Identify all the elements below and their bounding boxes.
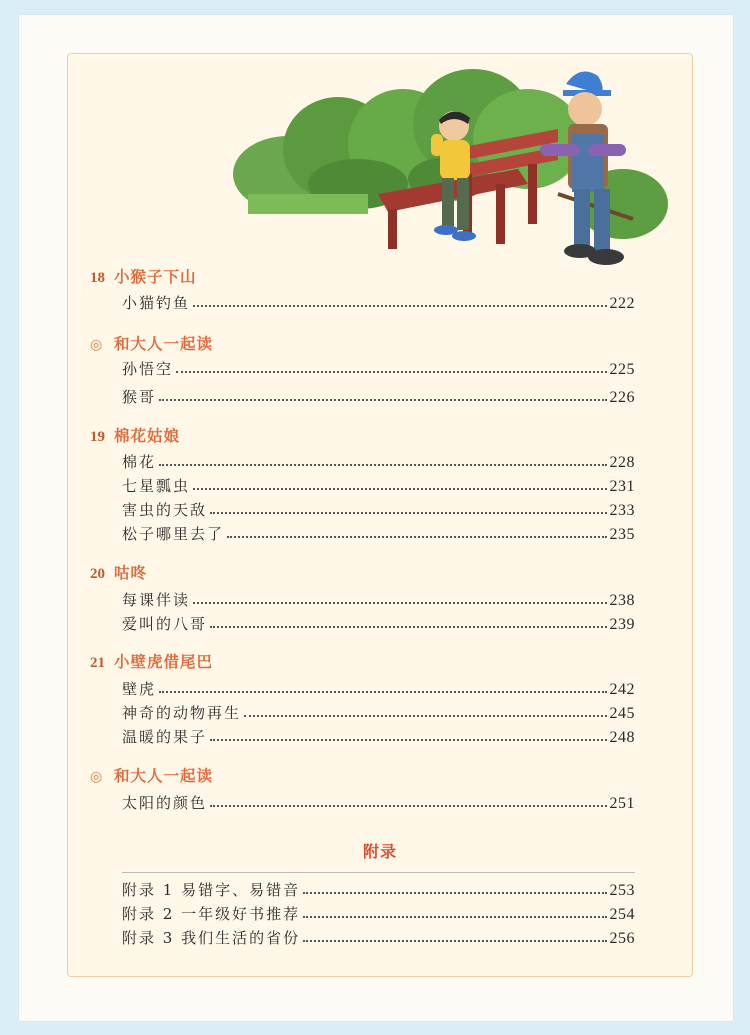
entry-page: 248 — [609, 729, 635, 746]
appendix-heading[interactable]: 附录 — [362, 842, 397, 861]
section-number: 20 — [90, 566, 105, 582]
appendix-entry[interactable] — [122, 902, 635, 924]
section-number: 19 — [90, 429, 105, 445]
section-title: 小猴子下山 — [114, 268, 197, 286]
section-heading[interactable] — [90, 332, 213, 356]
appendix-entry[interactable] — [122, 878, 635, 900]
dot-leader — [193, 602, 606, 604]
toc-entry[interactable] — [122, 474, 635, 496]
dot-leader — [303, 892, 606, 894]
toc-panel — [67, 53, 693, 977]
toc-entry[interactable] — [122, 612, 635, 634]
entry-title: 松子哪里去了 — [122, 525, 225, 543]
entry-title: 七星瓢虫 — [122, 477, 191, 495]
section-title: 和大人一起读 — [114, 767, 214, 785]
entry-title: 小猫钓鱼 — [122, 294, 191, 312]
section-heading[interactable] — [90, 424, 180, 448]
entry-page: 253 — [609, 882, 635, 899]
section-title: 和大人一起读 — [114, 335, 214, 353]
toc-entry[interactable] — [122, 791, 635, 813]
section-heading[interactable] — [90, 650, 213, 674]
entry-page: 254 — [609, 906, 635, 923]
entry-page: 233 — [609, 502, 635, 519]
section-number: 21 — [90, 655, 105, 671]
dot-leader — [193, 305, 606, 307]
section-title: 小壁虎借尾巴 — [114, 653, 214, 671]
dot-leader — [159, 691, 606, 693]
entry-title: 害虫的天敌 — [122, 501, 208, 519]
dot-leader — [159, 464, 606, 466]
toc-entry[interactable] — [122, 385, 635, 407]
dot-leader — [176, 371, 606, 373]
entry-title: 附录 2 一年级好书推荐 — [122, 905, 301, 923]
dot-leader — [244, 715, 606, 717]
entry-title: 附录 1 易错字、易错音 — [122, 881, 301, 899]
entry-page: 239 — [609, 616, 635, 633]
appendix-entry[interactable] — [122, 926, 635, 948]
entry-title: 每课伴读 — [122, 591, 191, 609]
section-marker: ◎ — [90, 337, 103, 353]
entry-title: 壁虎 — [122, 680, 157, 698]
toc-entry[interactable] — [122, 701, 635, 723]
book-page — [18, 14, 734, 1022]
toc-entry[interactable] — [122, 357, 635, 379]
dot-leader — [303, 940, 606, 942]
entry-page: 238 — [609, 592, 635, 609]
dot-leader — [303, 916, 606, 918]
entry-title: 棉花 — [122, 453, 157, 471]
section-marker: ◎ — [90, 769, 103, 785]
entry-page: 235 — [609, 526, 635, 543]
toc-entry[interactable] — [122, 498, 635, 520]
toc-entry[interactable] — [122, 291, 635, 313]
section-heading[interactable] — [90, 265, 197, 289]
dot-leader — [210, 512, 606, 514]
entry-page: 251 — [609, 795, 635, 812]
entry-page: 256 — [609, 930, 635, 947]
entry-title: 温暖的果子 — [122, 728, 208, 746]
section-heading[interactable] — [90, 561, 147, 585]
entry-page: 222 — [609, 295, 635, 312]
dot-leader — [210, 626, 606, 628]
section-title: 咕咚 — [114, 564, 148, 582]
entry-page: 228 — [609, 454, 635, 471]
dot-leader — [159, 399, 606, 401]
toc-entry[interactable] — [122, 450, 635, 472]
entry-title: 附录 3 我们生活的省份 — [122, 929, 301, 947]
entry-page: 226 — [609, 389, 635, 406]
divider — [122, 872, 635, 873]
entry-page: 242 — [609, 681, 635, 698]
entry-page: 231 — [609, 478, 635, 495]
toc-entry[interactable] — [122, 725, 635, 747]
entry-page: 245 — [609, 705, 635, 722]
illustration-boy-and-man-at-bench — [228, 54, 688, 289]
dot-leader — [210, 805, 606, 807]
entry-title: 太阳的颜色 — [122, 794, 208, 812]
section-title: 棉花姑娘 — [114, 427, 181, 445]
dot-leader — [193, 488, 606, 490]
dot-leader — [210, 739, 606, 741]
toc-entry[interactable] — [122, 677, 635, 699]
toc-entry[interactable] — [122, 522, 635, 544]
section-number: 18 — [90, 270, 105, 286]
entry-title: 爱叫的八哥 — [122, 615, 208, 633]
entry-title: 孙悟空 — [122, 360, 174, 378]
dot-leader — [227, 536, 606, 538]
toc-entry[interactable] — [122, 588, 635, 610]
entry-title: 猴哥 — [122, 388, 157, 406]
section-heading[interactable] — [90, 764, 213, 788]
entry-title: 神奇的动物再生 — [122, 704, 242, 722]
entry-page: 225 — [609, 361, 635, 378]
